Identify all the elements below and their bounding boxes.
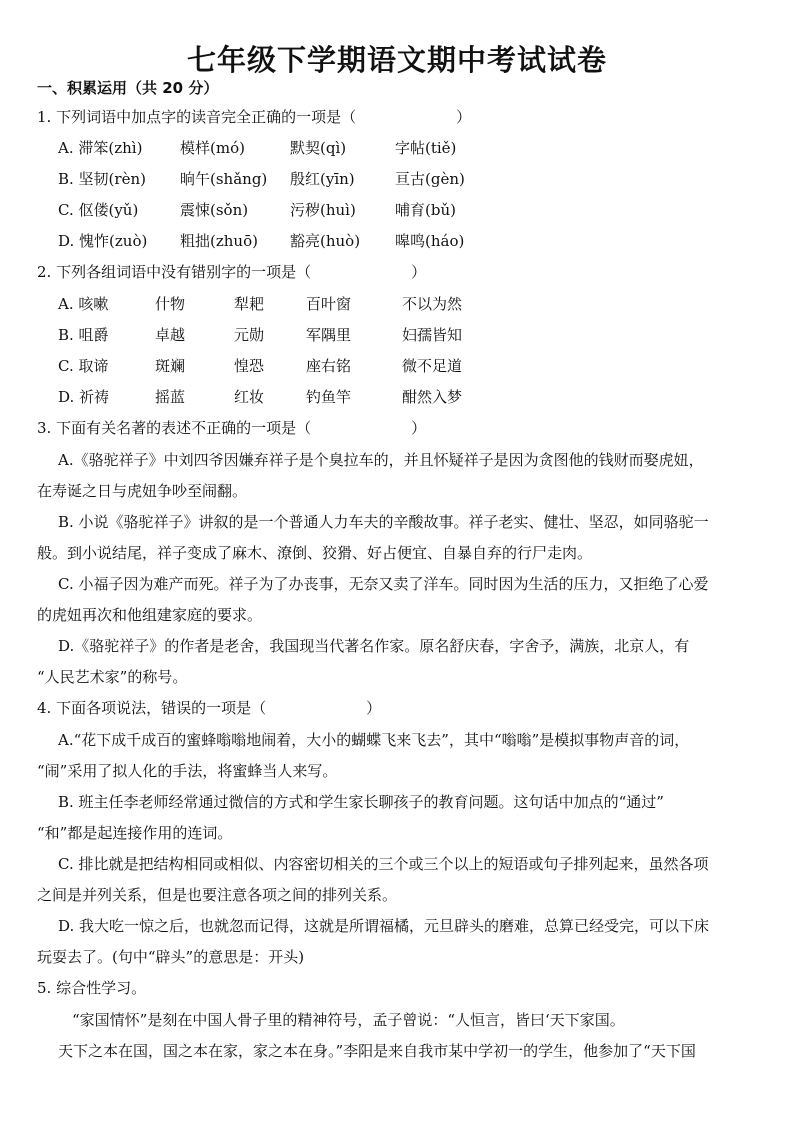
question-3-line: “人民艺术家”的称号。 — [37, 668, 188, 686]
option-cell: 字帖(tiě) — [395, 139, 457, 157]
question-4-line: 玩耍去了。(句中“辟头”的意思是：开头) — [37, 948, 305, 966]
option-cell: 污秽(huì) — [290, 201, 356, 219]
page-title: 七年级下学期语文期中考试试卷 — [186, 43, 607, 77]
option-cell: 豁亮(huò) — [290, 232, 361, 250]
option-cell: 粗拙(zhuō) — [180, 232, 258, 250]
option-cell: B. 咀爵 — [58, 326, 109, 344]
option-cell: 不以为然 — [402, 295, 463, 313]
option-cell: 惶恐 — [234, 357, 265, 375]
option-cell: 默契(qì) — [290, 139, 347, 157]
question-3-stem: 3. 下面有关名著的表述不正确的一项是（ ） — [37, 419, 427, 437]
question-3-line: 般。到小说结尾，祥子变成了麻木、潦倒、狡猾、好占便宜、自暴自弃的行尸走肉。 — [37, 544, 593, 562]
section-heading: 一、积累运用（共 20 分） — [37, 79, 219, 97]
question-5-line: 天下之本在国，国之本在家，家之本在身。”李阳是来自我市某中学初一的学生，他参加了“天下国 — [58, 1042, 696, 1060]
question-3-line: A.《骆驼祥子》中刘四爷因嫌弃祥子是个臭拉车的，并且怀疑祥子是因为贪图他的钱财而娶虎妞， — [58, 451, 704, 469]
option-cell: 军隅里 — [306, 326, 352, 344]
question-5-line: “家国情怀”是刻在中国人骨子里的精神符号，孟子曾说：“人恒言，皆曰‘天下家国。 — [72, 1011, 625, 1029]
question-4-line: D. 我大吃一惊之后，也就忽而记得，这就是所谓福橘，元旦辟头的磨难，总算已经受完，可以下床 — [58, 917, 710, 935]
question-5-stem: 5. 综合性学习。 — [37, 979, 147, 997]
option-cell: 酣然入梦 — [402, 388, 463, 406]
option-cell: B. 坚韧(rèn) — [58, 170, 146, 188]
option-cell: 殷红(yīn) — [290, 170, 355, 188]
option-cell: 微不足道 — [402, 357, 463, 375]
question-3-line: B. 小说《骆驼祥子》讲叙的是一个普通人力车夫的辛酸故事。祥子老实、健壮、坚忍，如同骆驼一 — [58, 513, 709, 531]
option-cell: 斑斓 — [155, 357, 186, 375]
question-4-stem: 4. 下面各项说法，错误的一项是（ ） — [37, 699, 382, 717]
option-cell: 震悚(sǒn) — [180, 201, 249, 219]
question-3-line: 的虎妞再次和他组建家庭的要求。 — [37, 606, 263, 624]
option-cell: 卓越 — [155, 326, 186, 344]
option-cell: 钓鱼竿 — [306, 388, 352, 406]
option-cell: 妇孺皆知 — [402, 326, 463, 344]
option-cell: 亘古(gèn) — [395, 170, 465, 188]
option-cell: C. 伛偻(yǔ) — [58, 201, 139, 219]
option-cell: A. 滞笨(zhì) — [58, 139, 143, 157]
option-cell: 摇蓝 — [155, 388, 186, 406]
option-cell: 犁耙 — [234, 295, 265, 313]
option-cell: 座右铭 — [306, 357, 352, 375]
option-cell: D. 愧怍(zuò) — [58, 232, 148, 250]
option-cell: 元勋 — [234, 326, 265, 344]
question-3-line: 在寿诞之日与虎妞争吵至闹翻。 — [37, 482, 248, 500]
question-4-line: A.“花下成千成百的蜜蜂嗡嗡地闹着，大小的蝴蝶飞来飞去”，其中“嗡嗡”是模拟事物声音的词， — [58, 731, 690, 749]
question-3-line: D.《骆驼祥子》的作者是老舍，我国现当代著名作家。原名舒庆春，字舍予，满族，北京人，有 — [58, 637, 690, 655]
option-cell: 哺育(bǔ) — [395, 201, 456, 219]
question-1-stem: 1. 下列词语中加点字的读音完全正确的一项是（ ） — [37, 108, 472, 126]
option-cell: D. 祈祷 — [58, 388, 110, 406]
question-4-line: “和”都是起连接作用的连词。 — [37, 824, 233, 842]
question-4-line: 之间是并列关系，但是也要注意各项之间的排列关系。 — [37, 886, 398, 904]
option-cell: 百叶窗 — [306, 295, 352, 313]
question-4-line: B. 班主任李老师经常通过微信的方式和学生家长聊孩子的教育问题。这句话中加点的“通过” — [58, 793, 664, 811]
option-cell: C. 取谛 — [58, 357, 109, 375]
option-cell: 什物 — [155, 295, 186, 313]
question-3-line: C. 小福子因为难产而死。祥子为了办丧事，无奈又卖了洋车。同时因为生活的压力，又拒绝了心爱 — [58, 575, 709, 593]
option-cell: 红妆 — [234, 388, 265, 406]
question-2-stem: 2. 下列各组词语中没有错别字的一项是（ ） — [37, 263, 427, 281]
question-4-line: C. 排比就是把结构相同或相似、内容密切相关的三个或三个以上的短语或句子排列起来，虽然各项 — [58, 855, 709, 873]
option-cell: 晌午(shǎng) — [180, 170, 268, 188]
option-cell: 模样(mó) — [180, 139, 245, 157]
question-4-line: “闹”采用了拟人化的手法，将蜜蜂当人来写。 — [37, 762, 338, 780]
option-cell: A. 咳嗽 — [58, 295, 109, 313]
option-cell: 嗥鸣(háo) — [395, 232, 465, 250]
